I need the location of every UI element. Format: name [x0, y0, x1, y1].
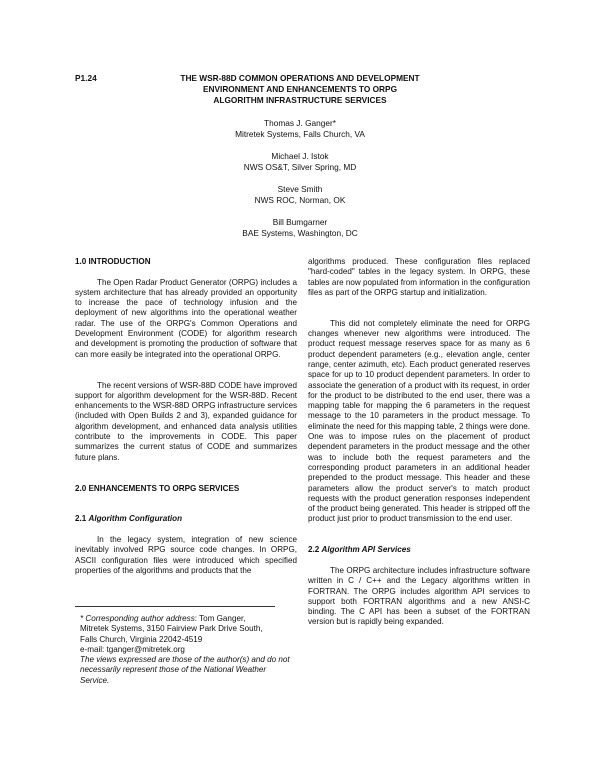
paper-id: P1.24: [75, 73, 97, 83]
subsection-heading-algorithm-api: [308, 545, 530, 555]
paragraph: This did not completely eliminate the need for ORPG changes whenever new algorithms were introduced. The product request message reserves space for as many as 6 product dependent parameters (e.g., elevation angle, center range, center azimuth, etc). Each product generated reserves space for up to 10 product dependent parameters. In order to associate the generation of a product with its request, in order for the product to be distributed to the end user, there was a mapping table for mapping the 6 parameters in the request message to the 10 parameters in the product message. To eliminate the need for this mapping table, 2 things were done. One was to impose rules on the placement of product dependent parameters in the product message and the other was to include both the request parameters and the corresponding product parameters in an additional header prepended to the product message. This header and these parameters allow the product server's to match product requests with the product generation responses independent of the product being generated. This header is stripped off the product just prior to product transmission to the end user.: [308, 318, 530, 524]
section-heading-enhancements: 2.0 ENHANCEMENTS TO ORPG SERVICES: [75, 483, 240, 493]
paper-title: [150, 73, 450, 106]
title-line: ALGORITHM INFRASTRUCTURE SERVICES: [213, 95, 387, 105]
subsection-number: 2.2: [308, 545, 322, 555]
subsection-heading-algorithm-configuration: [75, 514, 297, 524]
author-affiliation: BAE Systems, Washington, DC: [242, 228, 358, 238]
author-block: [150, 118, 450, 140]
subsection-number: 2.1: [75, 514, 89, 524]
left-column: [75, 257, 297, 576]
right-column: [308, 257, 530, 628]
author-name: Steve Smith: [277, 184, 323, 194]
subsection-title: Algorithm Configuration: [88, 514, 183, 524]
footnote-author: : Tom Ganger,: [194, 614, 246, 623]
footnote-email: e-mail: tganger@mitretek.org: [80, 644, 185, 654]
author-affiliation: NWS ROC, Norman, OK: [254, 195, 346, 205]
author-affiliation: NWS OS&T, Silver Spring, MD: [243, 162, 357, 172]
author-block: [150, 217, 450, 239]
paragraph: The recent versions of WSR-88D CODE have improved support for algorithm development for the WSR-88D. Recent enhancements to the WSR-88D ORPG infrastructure services (included with Open Builds 2 and 3), expanded guidance for algorithm development, and enhanced data analysis utilities contribute to the improvements in CODE. This paper summarizes the current status of CODE and summarizes future plans.: [75, 380, 297, 462]
author-affiliation: Mitretek Systems, Falls Church, VA: [235, 129, 365, 139]
author-block: [150, 184, 450, 206]
subsection-title: Algorithm API Services: [321, 545, 411, 555]
footnote-divider: [75, 606, 275, 607]
author-name: Michael J. Istok: [271, 151, 329, 161]
footnote-address: * Corresponding author address: Tom Ganger,: [80, 614, 246, 623]
title-line: THE WSR-88D COMMON OPERATIONS AND DEVELOPMENT: [180, 73, 420, 83]
footnote-org: Mitretek Systems, 3150 Fairview Park Drive South,: [80, 624, 263, 634]
author-name: Thomas J. Ganger*: [264, 118, 336, 128]
paragraph: algorithms produced. These configuration files replaced "hard-coded" tables in the legacy system. In ORPG, these tables are now populated from information in the configuration files as part of the ORPG startup and initialization.: [308, 257, 530, 297]
paragraph: In the legacy system, integration of new science inevitably involved RPG source code changes. In ORPG, ASCII configuration files were introduced which specified properties of the algorithms and products that the: [75, 535, 297, 575]
author-name: Bill Bumgarner: [272, 217, 328, 227]
footnote-disclaimer: The views expressed are those of the author(s) and do not necessarily represent those of the National Weather Service.: [80, 655, 290, 685]
section-heading-introduction: 1.0 INTRODUCTION: [75, 257, 151, 266]
author-list: [150, 118, 450, 250]
title-line: ENVIRONMENT AND ENHANCEMENTS TO ORPG: [202, 84, 398, 94]
paragraph: The ORPG architecture includes infrastructure software written in C / C++ and the Legacy algorithms written in FORTRAN. The ORPG includes algorithm API services to support both FORTRAN algorithms and a new ANSI-C binding. The C API has been a subset of the FORTRAN version but is rapidly being expanded.: [308, 565, 530, 627]
paragraph: The Open Radar Product Generator (ORPG) includes a system architecture that has already provided an opportunity to increase the pace of technology infusion and the deployment of new algorithms into the operational weather radar. The use of the ORPG's Common Operations and Development Environment (CODE) for algorithm research and development is promoting the production of software that can more easily be integrated into the operational ORPG.: [75, 277, 297, 359]
author-block: [150, 151, 450, 173]
footnote: [80, 614, 295, 686]
footnote-label: Corresponding author address: [85, 614, 195, 623]
footnote-city: Falls Church, Virginia 22042-4519: [80, 634, 203, 644]
